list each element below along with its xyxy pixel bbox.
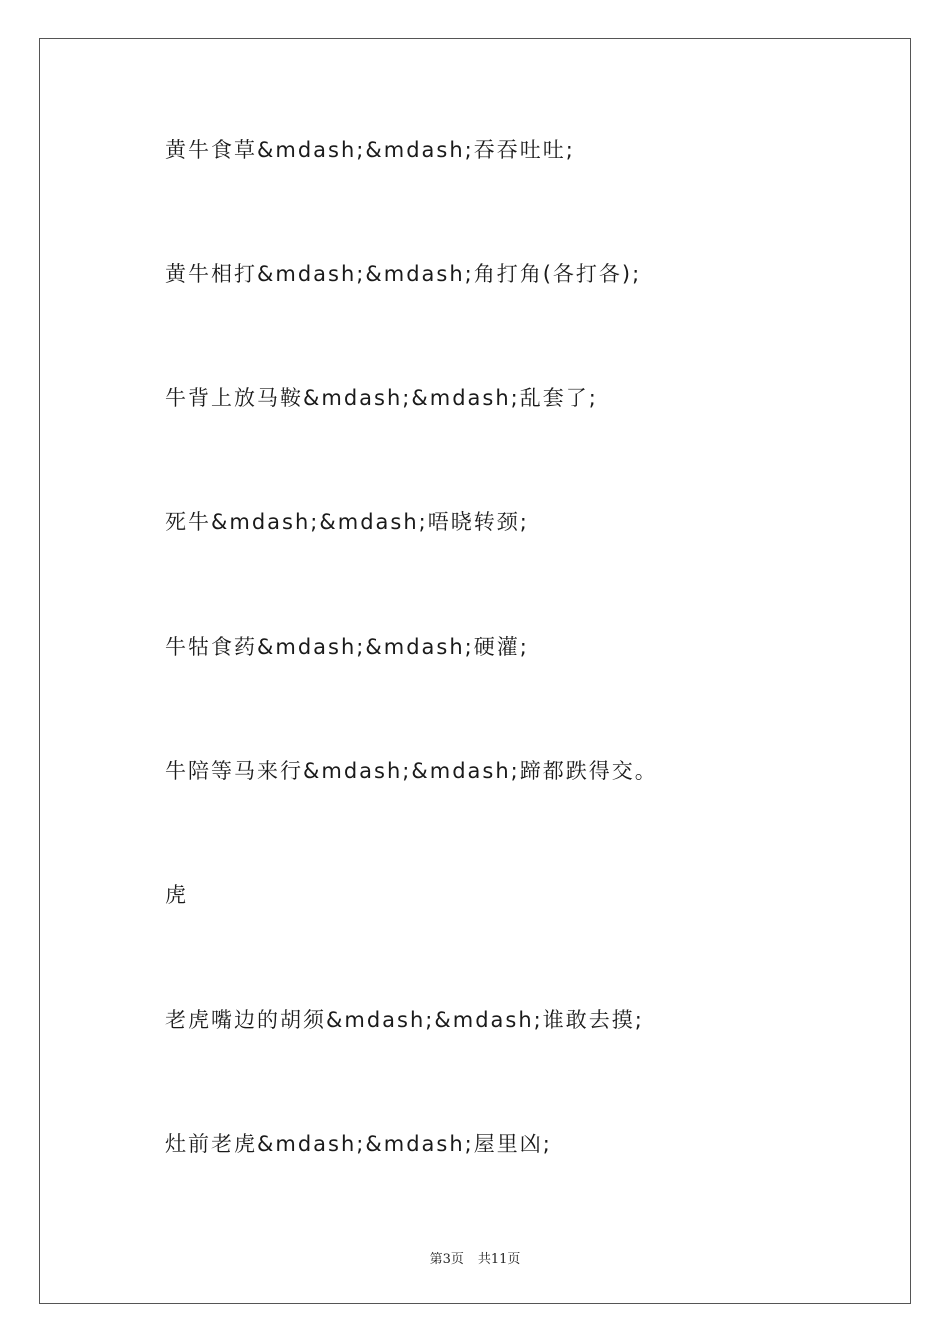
section-heading: 虎 [165,883,188,907]
text-line: 牛陪等马来行&mdash;&mdash;蹄都跌得交。 [165,759,658,783]
text-line: 死牛&mdash;&mdash;唔晓转颈; [165,510,529,534]
text-line: 黄牛食草&mdash;&mdash;吞吞吐吐; [165,138,575,162]
text-line: 牛牯食药&mdash;&mdash;硬灌; [165,635,529,659]
text-line: 灶前老虎&mdash;&mdash;屋里凶; [165,1132,552,1156]
text-line: 牛背上放马鞍&mdash;&mdash;乱套了; [165,386,598,410]
page-footer [0,1248,950,1267]
page-total: 共11页 [477,1252,521,1267]
page-border [39,38,911,1304]
text-line: 黄牛相打&mdash;&mdash;角打角(各打各); [165,262,642,286]
page-number: 第3页 [429,1252,464,1267]
text-line: 老虎嘴边的胡须&mdash;&mdash;谁敢去摸; [165,1008,644,1032]
